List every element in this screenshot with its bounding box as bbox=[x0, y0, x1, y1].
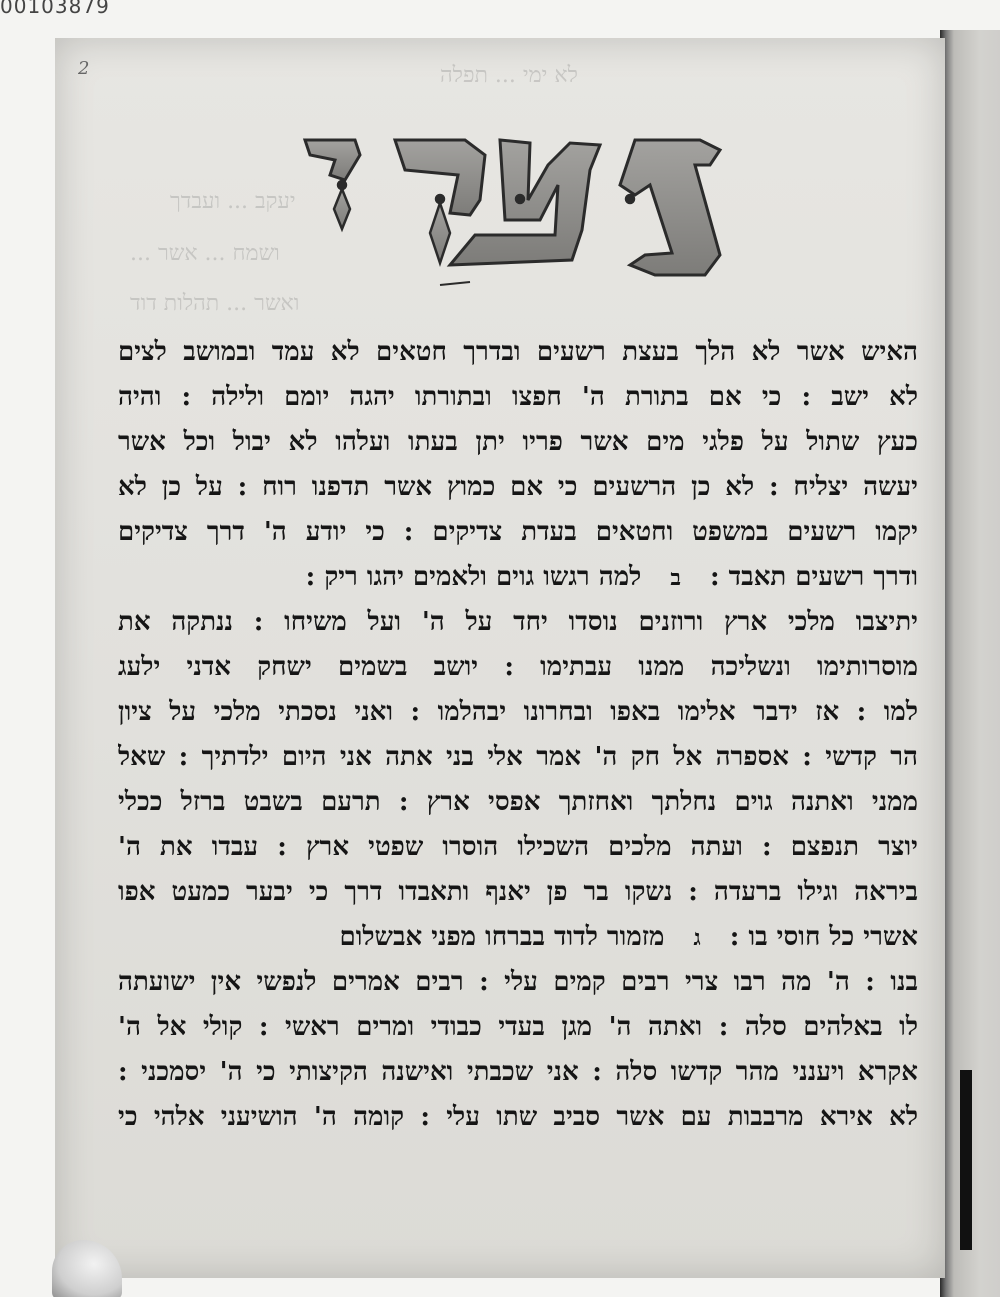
binding-shadow bbox=[960, 1070, 972, 1250]
show-through-text: ושמח ... אשר ... bbox=[130, 241, 280, 266]
letter-aleph bbox=[620, 140, 720, 275]
text-line: כעץ שתול על פלגי מים אשר פריו יתן בעתו ועלהו לא יבול וכל אשר bbox=[118, 427, 918, 457]
text-line: אקרא ויענני מהר קדשו סלה : אני שכבתי ואישנה הקיצותי כי ה' יסמכני : bbox=[118, 1057, 918, 1087]
text-line: בנו : ה' מה רבו צרי רבים קמים עלי : רבים אמרים לנפשי אין ישועתה bbox=[118, 967, 918, 997]
psalm-number-marker: ג bbox=[693, 925, 701, 951]
text-line-with-psalm-break bbox=[118, 915, 918, 960]
letter-yod bbox=[305, 140, 360, 180]
text-line: הר קדשי : אספרה אל חק ה' אמר אלי בני אתה אני היום ילדתיך : שאל bbox=[118, 742, 918, 772]
scan-id-label: 00103879 bbox=[0, 0, 110, 18]
folio-number: 2 bbox=[78, 58, 90, 79]
show-through-text: לא ימי ... תפלה bbox=[440, 63, 578, 88]
text-line: יקמו רשעים במשפט וחטאים בעדת צדיקים : כי יודע ה' דרך צדיקים bbox=[118, 517, 918, 547]
show-through-text: ואשר ... תהלות דוד bbox=[130, 291, 300, 316]
text-line: לא ישב : כי אם בתורת ה' חפצו ובתורתו יהגה יומם ולילה : והיה bbox=[118, 382, 918, 412]
text-line: יוצר תנפצם : ועתה מלכים השכילו הוסרו שפטי ארץ : עבדו את ה' bbox=[118, 832, 918, 862]
line-start-text: ודרך רשעים תאבד : bbox=[710, 562, 918, 592]
text-line: לא אירא מרבבות עם אשר סביב שתו עלי : קומה ה' הושיעני אלהי כי bbox=[118, 1102, 918, 1132]
line-end-text: למה רגשו גוים ולאמים יהגו ריק : bbox=[305, 562, 642, 592]
line-end-text: מזמור לדוד בברחו מפני אבשלום bbox=[339, 922, 665, 952]
text-line: יתיצבו מלכי ארץ ורוזנים נוסדו יחד על ה' ועל משיחו : ננתקה את bbox=[118, 607, 918, 637]
psalm-number-marker: ב bbox=[670, 565, 681, 591]
text-line: ממני ואתנה גוים נחלתך ואחזתך אפסי ארץ : תרעם בשבט ברזל ככלי bbox=[118, 787, 918, 817]
text-line: האיש אשר לא הלך בעצת רשעים ובדרך חטאים לא עמד ובמושב לצים bbox=[118, 337, 918, 367]
show-through-text: יעקב ... ועבדך bbox=[170, 189, 296, 214]
heading-illumination bbox=[300, 125, 730, 295]
text-line: ביראה וגילו ברעדה : נשקו בר פן יאנף ותאבדו דרך כי יבער כמעט אפו bbox=[118, 877, 918, 907]
text-line: מוסרותימו ונשליכה ממנו עבתימו : יושב בשמים ישחק אדני ילעג bbox=[118, 652, 918, 682]
psalm-text bbox=[118, 330, 918, 1140]
decorated-heading-word bbox=[300, 125, 730, 295]
text-line: יעשה יצליח : לא כן הרשעים כי אם כמוץ אשר תדפנו רוח : על כן לא bbox=[118, 472, 918, 502]
adjacent-page-edge bbox=[940, 30, 1000, 1297]
text-line: למו : אז ידבר אלימו באפו ובחרונו יבהלמו : ואני נסכתי מלכי על ציון bbox=[118, 697, 918, 727]
line-start-text: אשרי כל חוסי בו : bbox=[729, 922, 918, 952]
text-line-with-psalm-break bbox=[118, 555, 918, 600]
text-line: לו באלהים סלה : ואתה ה' מגן בעדי כבודי ומרים ראשי : קולי אל ה' bbox=[118, 1012, 918, 1042]
